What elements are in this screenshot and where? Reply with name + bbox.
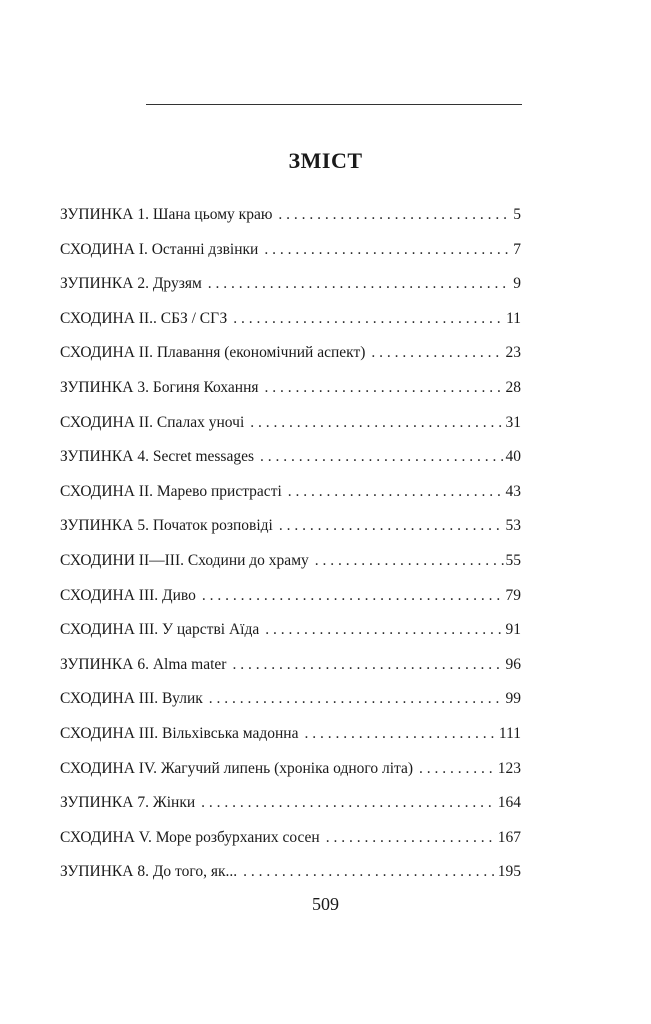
toc-dot-leader [243,862,496,882]
toc-entry [60,586,521,621]
toc-entry [60,413,521,448]
toc-entry [60,516,521,551]
toc-entry-page: 53 [505,517,521,535]
toc-dot-leader [279,516,504,536]
toc-dot-leader [265,620,503,640]
toc-entry [60,309,521,344]
toc-entry-page: 23 [505,344,521,362]
toc-entry-label: ЗУПИНКА 8. До того, як... [60,863,238,881]
toc-dot-leader [209,689,504,709]
toc-dot-leader [371,343,503,363]
toc-entry [60,655,521,690]
toc-entry-page: 7 [513,240,521,258]
toc-entry [60,240,521,275]
toc-entry-label: СХОДИНА IV. Жагучий липень (хроніка одного літа) [60,759,414,777]
toc-entry-page: 96 [505,655,521,673]
toc-entry [60,620,521,655]
top-rule-divider [146,104,522,105]
toc-entry-label: СХОДИНА ІІ. Спалах уночі [60,413,245,431]
toc-entry-page: 11 [506,309,521,327]
toc-entry-label: ЗУПИНКА 4. Secret messages [60,448,254,466]
toc-dot-leader [233,309,504,329]
toc-entry [60,274,521,309]
toc-entry-page: 28 [505,378,521,396]
toc-entry [60,205,521,240]
toc-entry [60,551,521,586]
toc-entry-page: 9 [513,275,521,293]
toc-entry-page: 40 [505,448,521,466]
toc-dot-leader [265,378,504,398]
toc-entry-page: 164 [497,794,521,812]
toc-dot-leader [232,655,503,675]
toc-entry-page: 123 [497,759,521,777]
toc-entry-label: СХОДИНА ІІІ. У царстві Аїда [60,621,260,639]
toc-entry [60,828,521,863]
toc-entry [60,482,521,517]
toc-entry [60,378,521,413]
toc-entry-page: 111 [498,724,521,742]
toc-entry-page: 31 [505,413,521,431]
toc-entry-page: 167 [497,828,521,846]
page-title: ЗМІСТ [288,148,363,173]
table-of-contents [60,205,521,897]
toc-dot-leader [288,482,504,502]
toc-entry-page: 195 [497,863,521,881]
toc-dot-leader [208,274,511,294]
toc-entry-label: ЗУПИНКА 2. Друзям [60,275,202,293]
toc-entry-label: СХОДИНА ІІІ. Вільхівська мадонна [60,724,299,742]
toc-entry-page: 43 [505,482,521,500]
toc-entry-label: СХОДИНА ІІІ. Диво [60,586,196,604]
toc-dot-leader [202,586,504,606]
toc-entry-page: 55 [505,551,521,569]
toc-entry-page: 91 [505,621,521,639]
toc-dot-leader [315,551,504,571]
toc-dot-leader [250,413,503,433]
toc-entry-page: 5 [513,206,521,223]
toc-dot-leader [264,240,511,260]
toc-entry [60,793,521,828]
toc-entry-label: ЗУПИНКА 1. Шана цьому краю [60,206,273,223]
toc-entry-page: 99 [505,690,521,708]
toc-entry [60,724,521,759]
toc-entry-label: СХОДИНА ІІІ. Вулик [60,690,203,708]
toc-entry-label: СХОДИНА І. Останні дзвінки [60,240,259,258]
toc-entry-label: СХОДИНА ІІ. Плавання (економічний аспект) [60,344,366,362]
toc-entry-label: ЗУПИНКА 6. Alma mater [60,655,227,673]
toc-dot-leader [278,205,511,225]
toc-dot-leader [419,759,496,779]
toc-entry [60,447,521,482]
toc-entry-label: СХОДИНА V. Море розбурханих сосен [60,828,320,846]
toc-entry-label: ЗУПИНКА 7. Жінки [60,794,196,812]
toc-entry-label: ЗУПИНКА 5. Початок розповіді [60,517,273,535]
toc-entry-label: СХОДИНИ ІІ—ІІІ. Сходини до храму [60,551,309,569]
toc-entry-page: 79 [505,586,521,604]
toc-entry [60,759,521,794]
toc-entry-label: СХОДИНА ІІ. Марево пристрасті [60,482,282,500]
toc-dot-leader [304,724,496,744]
toc-entry-label: СХОДИНА ІІ.. СБЗ / СГЗ [60,309,228,327]
toc-entry [60,689,521,724]
toc-dot-leader [260,447,504,467]
page-number: 509 [312,894,339,914]
toc-entry [60,343,521,378]
toc-entry-label: ЗУПИНКА 3. Богиня Кохання [60,378,259,396]
toc-dot-leader [201,793,496,813]
toc-dot-leader [326,828,496,848]
toc-entry [60,862,521,897]
